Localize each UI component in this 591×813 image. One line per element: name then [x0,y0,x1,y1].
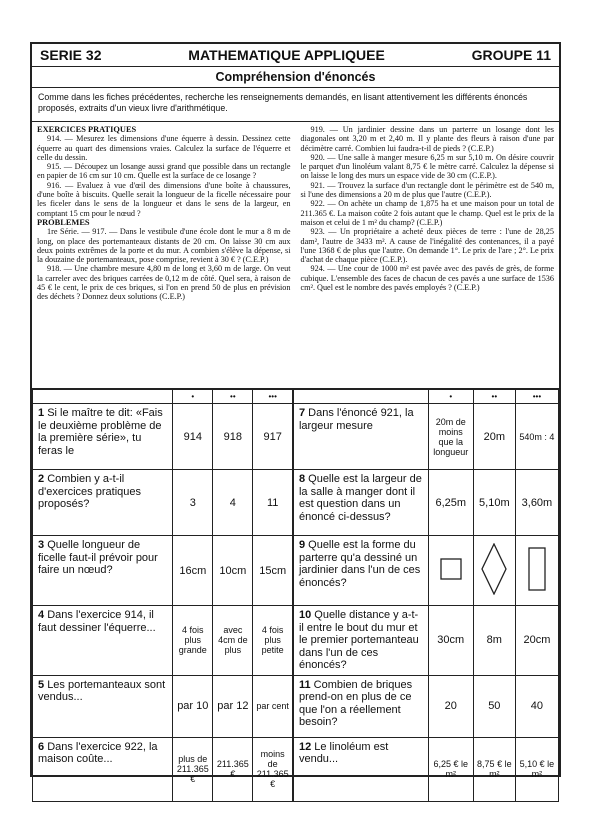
difficulty-dots: • [173,390,213,404]
answer-choice[interactable]: 3 [173,470,213,536]
question-7 [293,404,428,470]
difficulty-dots: ••• [515,390,558,404]
question-number: 7 [298,407,306,419]
question-12 [293,737,428,801]
difficulty-dots: •• [213,390,253,404]
difficulty-header-row [33,390,559,404]
answer-choice[interactable]: 918 [213,404,253,470]
answer-choice[interactable]: moins de 211.365 € [253,737,293,801]
question-number: 5 [38,678,45,691]
answer-choice[interactable]: 10cm [213,536,253,606]
question-row [33,536,559,606]
question-6 [33,737,173,801]
worksheet-title: MATHEMATIQUE APPLIQUEE [188,47,385,63]
answer-choice[interactable]: 5,10 € le m² [515,737,558,801]
question-text: Quelle longueur de ficelle faut-il prévoir pour faire un nœud? [38,539,158,576]
square-shape-icon [440,558,462,580]
answer-choice[interactable]: 15cm [253,536,293,606]
question-row [33,737,559,801]
question-3 [33,536,173,606]
exercise-paragraph: 924. — Une cour de 1000 m² est pavée avec des pavés de grès, de forme cubique. L'ensemble des faces de chacun de ces pavés a une surface de 1536 cm². Quel est le nombre des pavés employés ? (C.E.P.) [300,264,554,293]
answer-choice[interactable]: 20 [428,675,473,737]
answer-choice[interactable]: 4 fois plus petite [253,606,293,676]
question-text: Dans l'exercice 914, il faut dessiner l'équerre... [38,609,156,634]
answer-choice[interactable]: 20m [473,404,515,470]
rhombus-shape-icon [481,543,507,595]
worksheet-header [32,44,559,67]
answer-choice[interactable]: 6,25 € le m² [428,737,473,801]
exercise-paragraph: 916. — Evaluez à vue d'œil des dimensions d'une boîte à chaussures, d'une boîte à biscuits. Quelle serait la longueur de la ficelle nécessaire pour les ficeler dans le sens de la longueur et dans le sens de la largeur, en comptant 15 cm pour le nœud ? [37,180,291,218]
group-label: GROUPE 11 [471,47,551,63]
question-text: Les portemanteaux sont vendus... [38,678,166,703]
question-11 [293,675,428,737]
answer-choice[interactable]: 3,60m [515,470,558,536]
question-text: Combien y a-t-il d'exercices pratiques proposés? [38,473,141,510]
question-text: Quelle est la largeur de la salle à manger dont il est question dans un énoncé ci-dessus? [298,473,422,523]
question-number: 1 [38,407,45,419]
difficulty-dots: •• [473,390,515,404]
series-label: SERIE 32 [40,47,102,63]
question-number: 10 [298,609,312,621]
answer-choice[interactable]: plus de 211.365 € [173,737,213,801]
exercise-column-right [296,122,560,388]
answer-choice[interactable]: 6,25m [428,470,473,536]
answer-choice[interactable]: 4 [213,470,253,536]
exercise-column-left [32,122,296,388]
question-5 [33,675,173,737]
question-text: Dans l'énoncé 921, la largeur mesure [298,407,414,432]
header-empty-cell [293,390,428,404]
answer-choice-shape[interactable] [428,536,473,606]
answer-choice[interactable]: 211.365 € [213,737,253,801]
question-1 [33,404,173,470]
answer-choice-shape[interactable] [515,536,558,606]
question-number: 9 [298,539,306,551]
exercise-paragraph: 914. — Mesurez les dimensions d'une équerre à dessin. Dessinez cette équerre au quart des dimensions vraies. Calculez la surface de l'équerre et celle du dessin. [37,134,291,162]
answer-choice[interactable]: 40 [515,675,558,737]
section-heading: PROBLEMES [37,217,90,227]
answer-choice-shape[interactable] [473,536,515,606]
answer-choice[interactable]: 4 fois plus grande [173,606,213,676]
answer-choice[interactable]: 8,75 € le m² [473,737,515,801]
question-number: 2 [38,473,45,485]
answer-choice[interactable]: 16cm [173,536,213,606]
question-table [32,389,559,802]
question-8 [293,470,428,536]
answer-choice[interactable]: 20cm [515,606,558,676]
difficulty-dots: ••• [253,390,293,404]
question-number: 4 [38,609,45,621]
question-text: Quelle est la forme du parterre qu'a dessiné un jardinier dans l'un de ces énoncés? [298,539,421,589]
exercise-paragraph: 919. — Un jardinier dessine dans un parterre un losange dont les diagonales ont 3,20 m et 2,40 m. Il y plante des fleurs à raison d'une par décimètre carré. Combien lui faudra-t-il de pieds ? (C.E.P.) [300,125,554,153]
answer-choice[interactable]: 11 [253,470,293,536]
question-number: 6 [38,740,45,753]
question-text: Dans l'exercice 922, la maison coûte... [38,740,158,765]
exercise-paragraph: 922. — On achète un champ de 1,875 ha et une maison pour un total de 211.365 €. La maison coûte 2 fois autant que le champ. Quel est le prix de la maison et celui de 1 m² du champ? (C.E.P.) [300,199,554,227]
difficulty-dots: • [428,390,473,404]
question-number: 12 [298,740,312,753]
question-number: 3 [38,539,45,551]
section-heading: EXERCICES PRATIQUES [37,125,137,134]
exercise-paragraph: 923. — Un propriétaire a acheté deux pièces de terre : l'une de 28,25 dam², l'autre de 3433 m². A cause de l'inégalité des contenances, il a payé l'une 1368 € de plus que l'autre. On demande 1°. Le prix de l'are ; 2°. Le prix d'achat de chaque pièce (C.E.P.). [300,227,554,265]
answer-choice[interactable]: par cent [253,675,293,737]
answer-choice[interactable]: 5,10m [473,470,515,536]
answer-choice[interactable]: 8m [473,606,515,676]
question-number: 8 [298,473,306,485]
question-text: Quelle distance y a-t-il entre le bout du mur et le premier portemanteau dans l'un de ces énoncés? [298,609,419,671]
question-2 [33,470,173,536]
header-empty-cell [33,390,173,404]
answer-choice[interactable]: avec 4cm de plus [213,606,253,676]
answer-choice[interactable]: 540m : 4 [515,404,558,470]
question-text: Si le maître te dit: «Fais le deuxième problème de la première série», tu feras le [38,407,163,457]
question-10 [293,606,428,676]
question-4 [33,606,173,676]
answer-choice[interactable]: 30cm [428,606,473,676]
instructions: Comme dans les fiches précédentes, recherche les renseignements demandés, en lisant attentivement les différents énoncés proposés, extraits d'un vieux livre d'arithmétique. [32,88,559,122]
worksheet-subtitle: Compréhension d'énoncés [32,67,559,88]
answer-choice[interactable]: par 10 [173,675,213,737]
answer-choice[interactable]: 50 [473,675,515,737]
exercise-paragraph: 920. — Une salle à manger mesure 6,25 m sur 5,10 m. On désire couvrir le parquet d'un linoléum valant 8,75 € le mètre carré. Calculez la dépense si on laisse le long des murs un espace vide de 30 cm (C.E.P.). [300,152,554,181]
question-row [33,675,559,737]
exercise-paragraph: 921. — Trouvez la surface d'un rectangle dont le périmètre est de 540 m, si l'une des dimensions a 20 m de plus que l'autre (C.E.P.). [300,180,554,200]
worksheet [30,42,561,789]
answer-choice[interactable]: par 12 [213,675,253,737]
answer-choice[interactable]: 917 [253,404,293,470]
exercise-text-block [32,122,559,389]
exercise-paragraph: 1re Série. — 917. — Dans le vestibule d'une école dont le mur a 8 m de long, on place des portemanteaux distants de 20 cm. On laisse 30 cm aux deux points extrêmes de la porte et du mur. A combien s'élève la dépense, si la douzaine de portemanteaux, pose comprise, revient à 30 € ? (C.E.P.) [37,227,291,265]
question-text: Combien de briques prend-on en plus de ce que l'on a réellement besoin? [298,678,413,728]
exercise-paragraph: 915. — Découpez un losange aussi grand que possible dans un rectangle en papier de 16 cm sur 10 cm. Quelle est la surface de ce losange ? [37,162,291,181]
rectangle-shape-icon [528,547,546,591]
question-number: 11 [298,678,311,691]
question-row [33,404,559,470]
question-9 [293,536,428,606]
answer-choice[interactable]: 914 [173,404,213,470]
answer-choice[interactable]: 20m de moins que la longueur [428,404,473,470]
question-row [33,606,559,676]
question-row [33,470,559,536]
question-text: Le linoléum est vendu... [298,740,389,765]
exercise-paragraph: 918. — Une chambre mesure 4,80 m de long et 3,60 m de large. On veut la carreler avec des briques carrées de 0,12 m de côté. Quel sera, à raison de 45 € le cent, le prix de ces briques, si l'on en prend 50 de plus en prévision des déchets ? Donnez deux solutions (C.E.P.) [37,264,291,302]
